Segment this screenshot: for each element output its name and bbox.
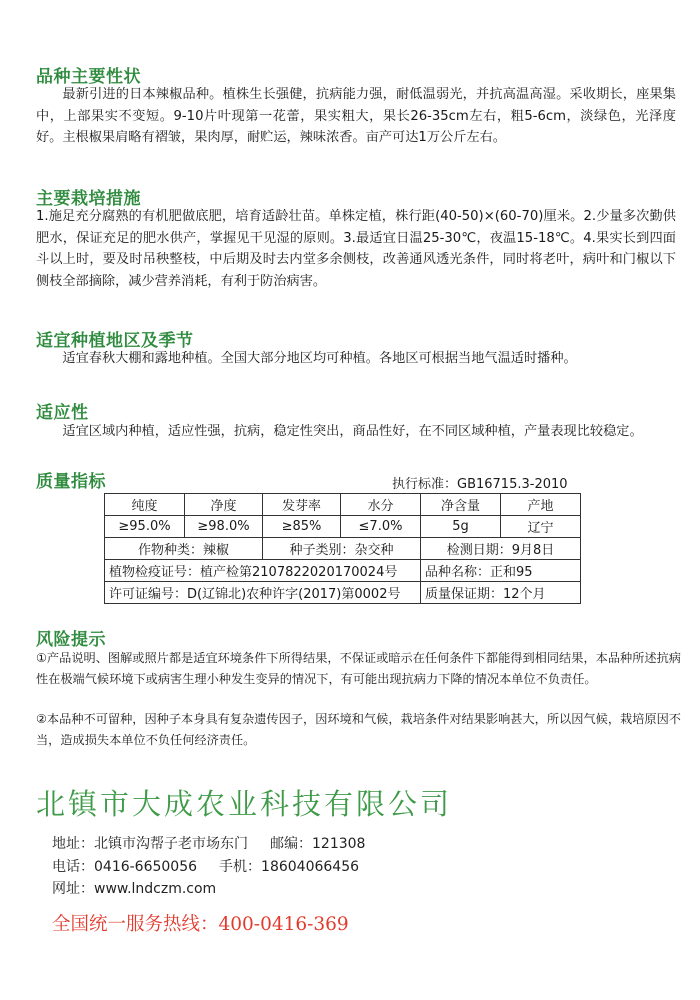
company-address: 地址：北镇市沟帮子老市场东门	[52, 836, 248, 852]
value-cleanliness: ≥98.0%	[185, 516, 263, 538]
company-phone: 电话：0416-6650056	[52, 859, 198, 875]
region-body: 适宜春秋大棚和露地种植。全国大部分地区均可种植。各地区可根据当地气温适时播种。	[62, 351, 577, 366]
quality-value-row	[105, 516, 581, 538]
execution-standard: 执行标准：GB16715.3-2010	[392, 477, 568, 492]
header-purity: 纯度	[105, 494, 185, 516]
contact-line-phone	[52, 856, 359, 876]
header-cleanliness: 净度	[185, 494, 263, 516]
value-germination: ≥85%	[263, 516, 341, 538]
seed-type: 种子类别：杂交种	[263, 538, 421, 560]
quality-header-row	[105, 494, 581, 516]
header-moisture: 水分	[341, 494, 421, 516]
quality-info-row	[105, 582, 581, 604]
service-hotline: 全国统一服务热线：400-0416-369	[52, 914, 349, 935]
company-mobile: 手机：18604066456	[219, 859, 360, 875]
value-moisture: ≤7.0%	[341, 516, 421, 538]
risk-item-1: ①产品说明、图解或照片都是适宜环境条件下所得结果，不保证或暗示在任何条件下都能得到相同结果，本品种所述抗病性在极端气候环境下或病害生理小种发生变异的情况下，有可能出现抗病力下降的情况本单位不负责任。	[36, 651, 681, 686]
variety-name: 品种名称：正和95	[421, 560, 581, 582]
traits-body: 最新引进的日本辣椒品种。植株生长强健，抗病能力强，耐低温弱光，并抗高温高湿。采收期长，座果集中，上部果实不变短。9-10片叶现第一花蕾，果实粗大，果长26-35cm左右，粗5-6cm，淡绿色，光泽度好。主根椒果肩略有褶皱，果肉厚，耐贮运，辣味浓香。亩产可达1万公斤左右。	[36, 87, 676, 145]
company-name: 北镇市大成农业科技有限公司	[36, 787, 453, 821]
region-title: 适宜种植地区及季节	[36, 331, 194, 351]
adaptability-body: 适宜区域内种植，适应性强，抗病，稳定性突出，商品性好，在不同区域种植，产量表现比较稳定。	[62, 424, 643, 439]
risk-item-2: ②本品种不可留种，因种子本身具有复杂遗传因子，因环境和气候，栽培条件对结果影响甚大，所以因气候，栽培原因不当，造成损失本单位不负任何经济责任。	[36, 712, 681, 747]
test-date: 检测日期：9月8日	[421, 538, 581, 560]
cultivation-title: 主要栽培措施	[36, 189, 141, 209]
traits-title: 品种主要性状	[36, 67, 141, 87]
adaptability-title: 适应性	[36, 403, 89, 423]
header-net-content: 净含量	[421, 494, 501, 516]
warranty-period: 质量保证期：12个月	[421, 582, 581, 604]
company-postcode: 邮编：121308	[270, 836, 366, 852]
value-origin: 辽宁	[501, 516, 581, 538]
value-purity: ≥95.0%	[105, 516, 185, 538]
quality-title: 质量指标	[36, 472, 106, 492]
crop-type: 作物种类：辣椒	[105, 538, 263, 560]
quality-info-row	[105, 560, 581, 582]
header-germination: 发芽率	[263, 494, 341, 516]
company-website: 网址：www.lndczm.com	[52, 881, 217, 897]
license-number: 许可证编号：D(辽锦北)农种许字(2017)第0002号	[105, 582, 421, 604]
cultivation-body: 1.施足充分腐熟的有机肥做底肥，培育适龄壮苗。单株定植，株行距(40-50)×(60-70)厘米。2.少量多次勤供肥水，保证充足的肥水供产，掌握见干见湿的原则。3.最适宜日温25-30℃，夜温15-18℃。4.果实长到四面斗以上时，要及时吊秧整枝，中后期及时去内堂多余侧枝，改善通风透光条件，同时将老叶，病叶和门椒以下侧枝全部摘除，减少营养消耗，有利于防治病害。	[36, 209, 676, 289]
quality-table	[104, 493, 581, 604]
quarantine-number: 植物检疫证号：植产检第2107822020170024号	[105, 560, 421, 582]
quality-info-row	[105, 538, 581, 560]
header-origin: 产地	[501, 494, 581, 516]
contact-line-address	[52, 833, 365, 853]
risk-title: 风险提示	[36, 630, 106, 650]
value-net-content: 5g	[421, 516, 501, 538]
